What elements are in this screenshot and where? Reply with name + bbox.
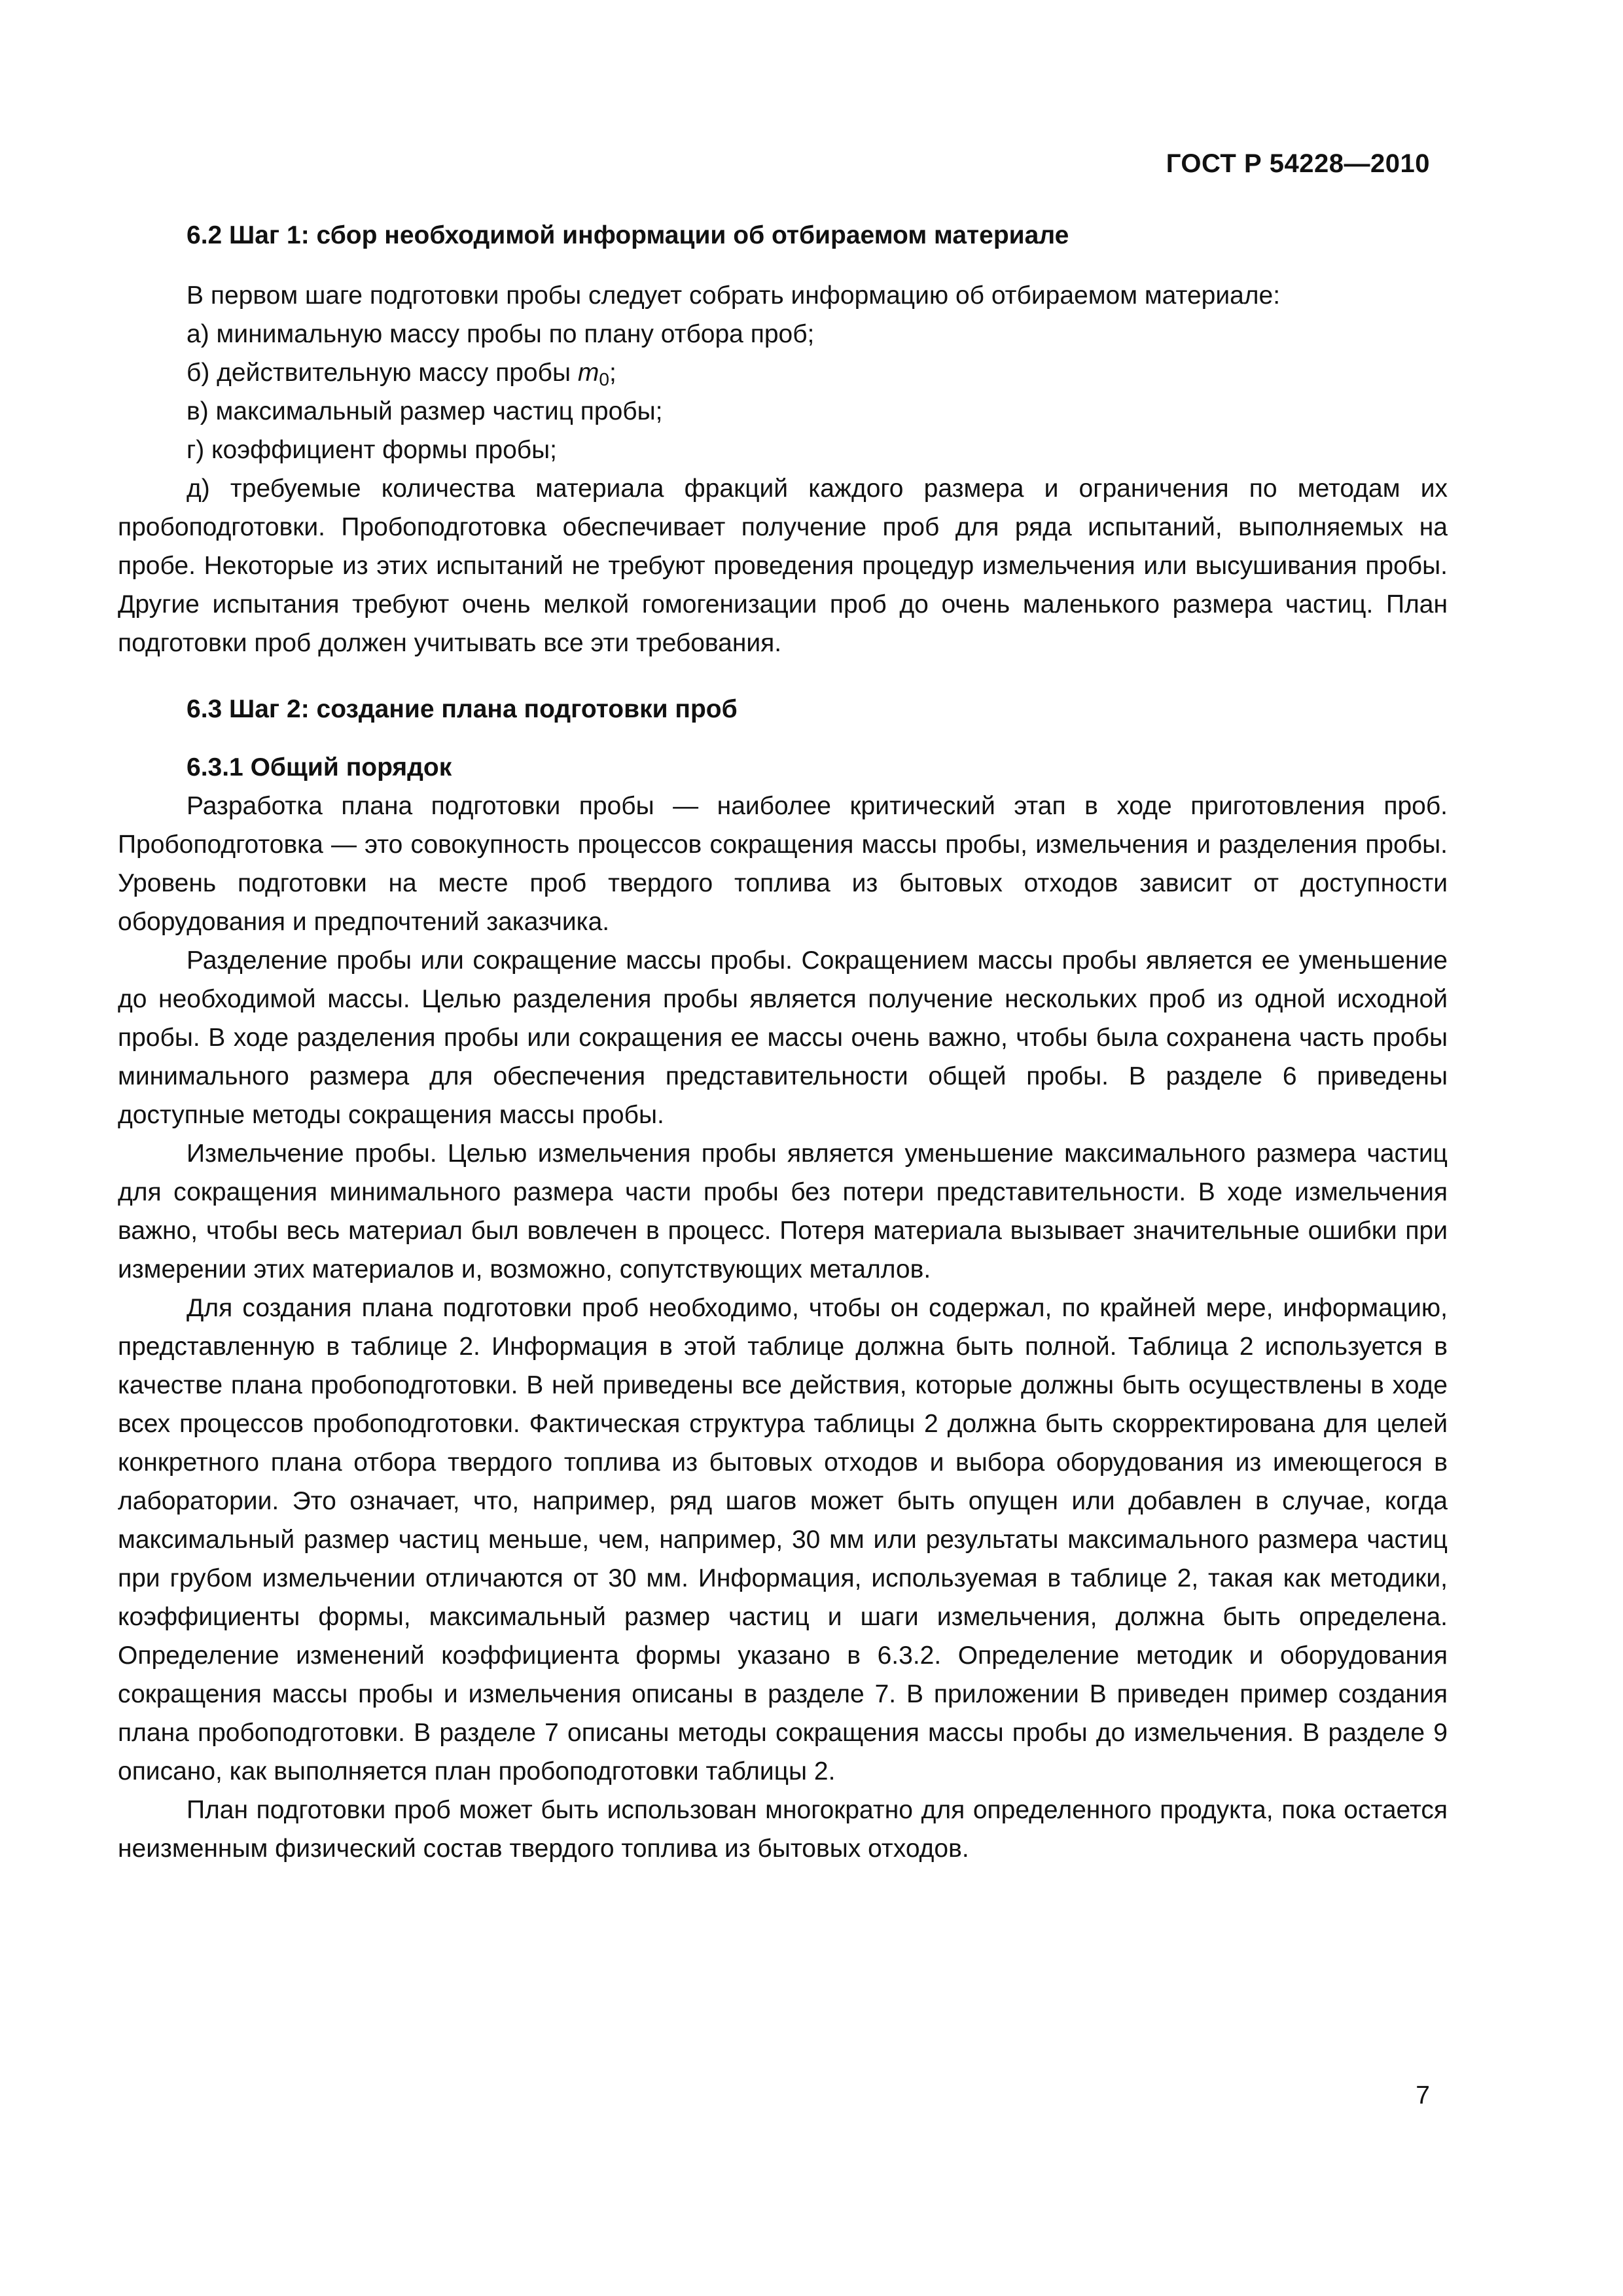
section-6-2-heading: 6.2 Шаг 1: сбор необходимой информации об отбираемом материале — [187, 221, 1069, 249]
paragraph: Разработка плана подготовки пробы — наиболее критический этап в ходе приготовления проб. Пробоподготовка — это совокупность процессов сокращения массы пробы, измельчения и разделения пробы. Уровень подготовки на месте проб твердого топлива из бытовых отходов зависит от доступности оборудования и предпочтений заказчика. — [118, 792, 1448, 936]
mass-symbol-subscript: 0 — [599, 369, 609, 390]
list-item-b — [118, 353, 1448, 392]
list-item-b-suffix: ; — [609, 359, 616, 387]
section-6-2-intro: В первом шаге подготовки пробы следует собрать информацию об отбираемом материале: — [187, 281, 1281, 310]
paragraph: Разделение пробы или сокращение массы пробы. Сокращением массы пробы является ее уменьшение до необходимой массы. Целью разделения пробы является получение нескольких проб из одной исходной пробы. В ходе разделения пробы или сокращения ее массы очень важно, чтобы была сохранена часть пробы минимального размера для обеспечения представительности общей пробы. В разделе 6 приведены доступные методы сокращения массы пробы. — [118, 946, 1448, 1129]
document-body — [118, 216, 1448, 1868]
list-item-b-text: б) действительную массу пробы — [187, 359, 578, 387]
section-6-3-1-heading: 6.3.1 Общий порядок — [187, 753, 452, 781]
section-6-3-heading: 6.3 Шаг 2: создание плана подготовки проб — [187, 695, 738, 723]
page-number: 7 — [1416, 2081, 1430, 2109]
list-item-v: в) максимальный размер частиц пробы; — [187, 397, 663, 425]
list-item-g: г) коэффициент формы пробы; — [187, 436, 557, 464]
paragraph: План подготовки проб может быть использован многократно для определенного продукта, пока остается неизменным физический состав твердого топлива из бытовых отходов. — [118, 1796, 1448, 1863]
paragraph: Измельчение пробы. Целью измельчения пробы является уменьшение максимального размера частиц для сокращения минимального размера части пробы без потери представительности. В ходе измельчения важно, чтобы весь материал был вовлечен в процесс. Потеря материала вызывает значительные ошибки при измерении этих материалов и, возможно, сопутствующих металлов. — [118, 1139, 1448, 1283]
mass-symbol: m — [577, 359, 599, 387]
list-item-d: д) требуемые количества материала фракций каждого размера и ограничения по методам их пробоподготовки. Пробоподготовка обеспечивает получение проб для ряда испытаний, выполняемых на пробе. Некоторые из этих испытаний не требуют проведения процедур измельчения или высушивания пробы. Другие испытания требуют очень мелкой гомогенизации проб до очень маленького размера частиц. План подготовки проб должен учитывать все эти требования. — [118, 475, 1448, 657]
list-item-a: а) минимальную массу пробы по плану отбора проб; — [187, 320, 815, 348]
paragraph: Для создания плана подготовки проб необходимо, чтобы он содержал, по крайней мере, информацию, представленную в таблице 2. Информация в этой таблице должна быть полной. Таблица 2 используется в качестве плана пробоподготовки. В ней приведены все действия, которые должны быть осуществлены в ходе всех процессов пробоподготовки. Фактическая структура таблицы 2 должна быть скорректирована для целей конкретного плана отбора твердого топлива из бытовых отходов и выбора оборудования из имеющегося в лаборатории. Это означает, что, например, ряд шагов может быть опущен или добавлен в случае, когда максимальный размер частиц меньше, чем, например, 30 мм или результаты максимального размера частиц при грубом измельчении отличаются от 30 мм. Информация, используемая в таблице 2, такая как методики, коэффициенты формы, максимальный размер частиц и шаги измельчения, должна быть определена. Определение изменений коэффициента формы указано в 6.3.2. Определение методик и оборудования сокращения массы пробы и измельчения описаны в разделе 7. В приложении В приведен пример создания плана пробоподготовки. В разделе 7 описаны методы сокращения массы пробы до измельчения. В разделе 9 описано, как выполняется план пробоподготовки таблицы 2. — [118, 1294, 1448, 1785]
document-standard-id: ГОСТ Р 54228—2010 — [1166, 149, 1430, 178]
